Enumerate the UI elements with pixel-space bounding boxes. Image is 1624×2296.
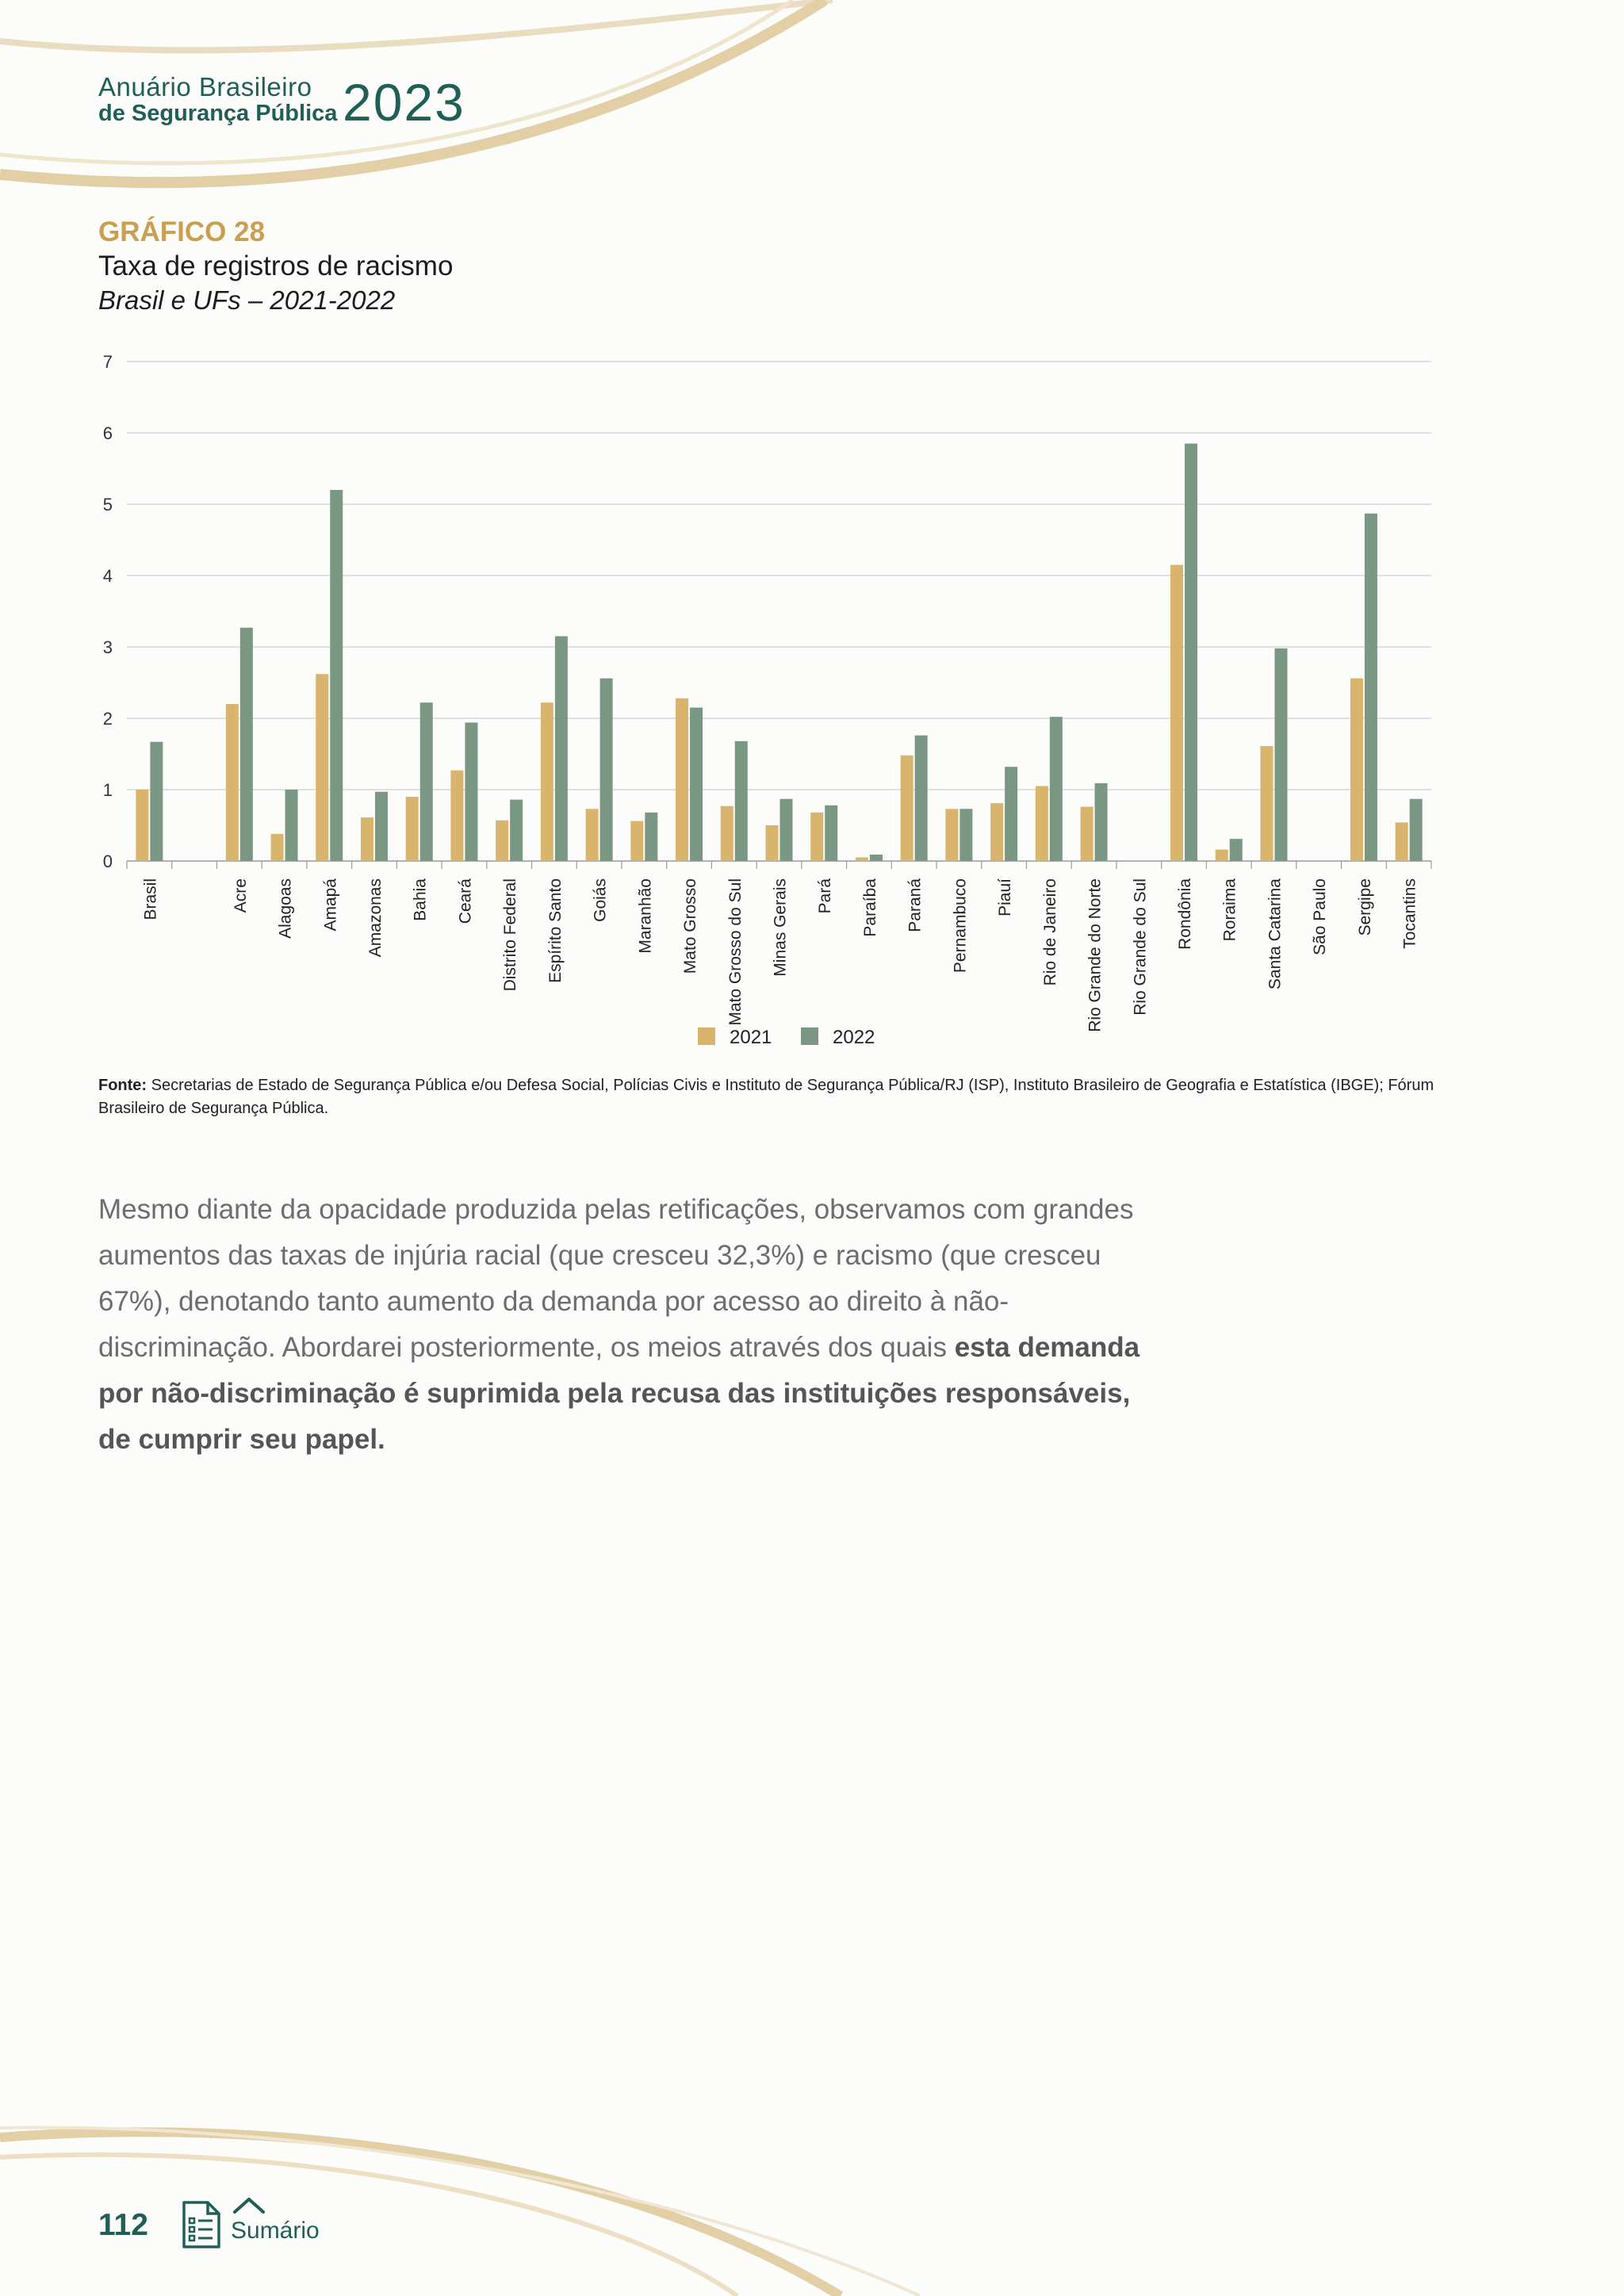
y-tick-label: 5 [102,495,113,515]
category-label: Rio de Janeiro [1040,878,1059,986]
category-label: Mato Grosso [681,878,700,974]
brand-line1: Anuário Brasileiro [98,72,312,101]
category-label: Ceará [456,878,475,924]
bar-2021 [630,821,643,861]
bar-2022 [285,790,298,861]
bar-2022 [1050,717,1063,861]
y-tick-label: 3 [102,637,113,657]
y-tick-label: 7 [102,352,113,372]
bar-2022 [375,792,388,861]
bar-2022 [1185,444,1197,862]
category-label: Alagoas [276,878,295,939]
bar-2022 [1095,783,1108,861]
body-paragraph [98,1187,1145,1463]
bar-2021 [721,806,733,861]
bar-2022 [959,809,972,861]
bar-2022 [735,741,748,861]
bar-2022 [1410,799,1423,861]
category-label: Rio Grande do Sul [1131,878,1150,1016]
bar-2022 [915,736,928,861]
bar-2021 [450,771,463,861]
bar-2021 [271,834,284,861]
category-label: Piauí [996,878,1015,916]
legend-label: 2021 [730,1027,772,1048]
bar-2022 [1005,767,1017,861]
category-label: Pernambuco [951,878,970,974]
bar-2021 [1081,807,1094,861]
category-label: Sergipe [1355,878,1374,936]
category-label: Brasil [141,878,160,920]
page-number: 112 [98,2208,148,2242]
bar-2021 [810,813,823,861]
bar-2022 [1274,649,1287,861]
source-text: Secretarias de Estado de Segurança Pública e/ou Defesa Social, Polícias Civis e Instituto de Segurança Pública/RJ (ISP), Instituto Brasileiro de Geografia e Estatística (IBGE); Fórum Brasileiro de Segurança Pública. [98,1077,1434,1117]
bar-2021 [496,821,508,861]
chart-number: GRÁFICO 28 [98,216,266,247]
bar-2022 [645,813,657,861]
chevron-up-icon[interactable] [232,2195,266,2215]
category-label: Mato Grosso do Sul [726,878,745,1026]
bar-2021 [1170,565,1183,862]
bar-2021 [586,809,599,861]
bar-2022 [1230,839,1243,861]
brand-year: 2023 [343,73,465,132]
y-tick-label: 6 [102,423,113,443]
category-label: Santa Catarina [1266,878,1285,990]
bar-2022 [870,855,883,861]
category-label: Acre [231,878,250,913]
body-regular-text: Mesmo diante da opacidade produzida pelas retificações, observamos com grandes aumentos das taxas de injúria racial (que cresceu 32,3%) e racismo (que cresceu 67%), denotando tanto aumento da demanda por acesso ao direito à não-discriminação. Abordarei posteriormente, os meios através dos quais [98,1194,1134,1363]
category-label: Rio Grande do Norte [1086,878,1105,1032]
source-label: Fonte: [98,1077,147,1094]
bar-2022 [825,806,837,861]
category-label: São Paulo [1311,878,1330,955]
y-tick-label: 4 [102,566,113,586]
bar-chart [87,341,1451,1054]
category-label: Amapá [321,878,340,932]
category-label: Rondônia [1176,878,1195,950]
bar-2022 [420,702,433,861]
category-label: Minas Gerais [771,878,790,977]
bar-2021 [361,817,373,861]
brand-logo [98,73,337,125]
bar-2022 [150,742,163,861]
bar-2022 [510,800,523,861]
chart-title: Taxa de registros de racismo [98,251,454,281]
bar-2022 [240,628,253,861]
bar-2021 [990,803,1003,861]
bar-2021 [1350,679,1363,861]
legend-swatch [801,1027,818,1045]
bar-2021 [541,702,553,861]
body-bold-text: esta demanda por não-discriminação é suprimida pela recusa das instituições responsáveis, de cumprir seu papel. [98,1332,1140,1455]
chart-source [98,1074,1438,1120]
document-list-icon[interactable] [181,2199,222,2250]
category-label: Roraima [1220,878,1239,942]
bar-2021 [856,858,868,862]
legend-label: 2022 [833,1027,875,1048]
bar-2021 [316,674,328,861]
bar-2022 [600,679,613,861]
bar-2021 [1216,850,1228,861]
bar-2021 [136,790,148,861]
category-label: Pará [816,878,835,914]
bar-2022 [330,490,343,861]
brand-line2: de Segurança Pública [98,101,338,126]
y-tick-label: 2 [102,709,113,729]
category-label: Goiás [591,878,610,922]
bar-2021 [766,825,779,861]
y-tick-label: 0 [102,851,113,871]
bar-2022 [690,708,703,862]
bar-2021 [1396,822,1408,861]
bar-2022 [1365,514,1377,861]
bar-2021 [406,797,419,861]
category-label: Maranhão [636,878,655,954]
chart-subtitle: Brasil e UFs – 2021-2022 [98,285,396,315]
bar-2021 [226,704,239,861]
legend-swatch [698,1027,715,1045]
bar-2021 [1036,786,1048,862]
category-label: Distrito Federal [501,878,520,992]
summary-link[interactable]: Sumário [231,2218,320,2244]
chart-heading [98,216,453,317]
bar-2022 [555,637,568,862]
bar-2022 [465,722,477,861]
category-label: Tocantins [1400,878,1419,949]
category-label: Bahia [411,878,430,921]
bar-2021 [1260,746,1273,861]
bar-2021 [945,809,958,861]
bar-2022 [780,799,793,861]
y-tick-label: 1 [102,780,113,800]
category-label: Paraíba [860,878,879,937]
category-label: Amazonas [366,878,385,958]
category-label: Espírito Santo [546,878,565,983]
bar-2021 [676,698,688,861]
category-label: Paraná [906,878,925,932]
bar-2021 [901,756,914,861]
